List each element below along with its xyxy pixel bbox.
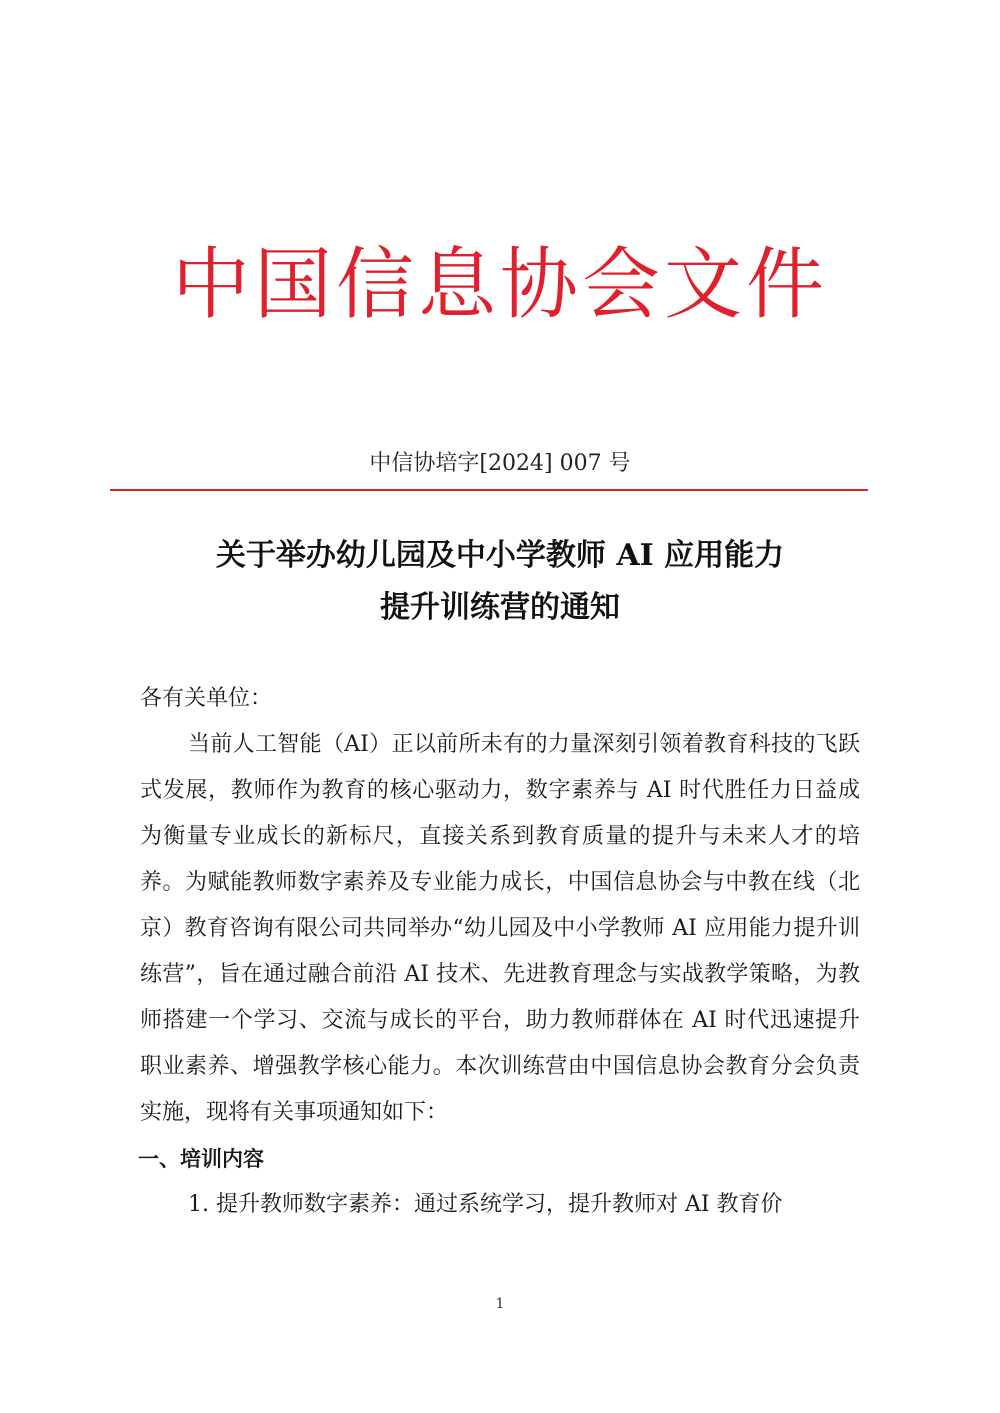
page-number: 1 [495,1296,505,1312]
document-number: 中信协培字[2024] 007 号 [369,451,631,476]
list-item-1: 1. 提升教师数字素养：通过系统学习，提升教师对 AI 教育价 [188,1192,783,1217]
red-divider [110,489,868,491]
notice-body [140,676,860,1228]
notice-title [80,530,920,634]
salutation: 各有关单位： [140,686,273,711]
notice-title-line-2: 提升训练营的通知 [380,590,620,625]
masthead-title: 中国信息协会文件 [171,240,828,330]
notice-title-line-1: 关于举办幼儿园及中小学教师 AI 应用能力 [215,538,785,573]
intro-paragraph: 当前人工智能（AI）正以前所未有的力量深刻引领着教育科技的飞跃式发展，教师作为教育的核心驱动力，数字素养与 AI 时代胜任力日益成为衡量专业成长的新标尺，直接关系到教育质量的提升与未来人才的培养。为赋能教师数字素养及专业能力成长，中国信息协会与中教在线（北京）教育咨询有限公司共同举办“幼儿园及中小学教师 AI 应用能力提升训练营”，旨在通过融合前沿 AI 技术、先进教育理念与实战教学策略，为教师搭建一个学习、交流与成长的平台，助力教师群体在 AI 时代迅速提升职业素养、增强教学核心能力。本次训练营由中国信息协会教育分会负责实施，现将有关事项通知如下： [140,732,860,1125]
section-heading-training-content: 一、培训内容 [138,1147,264,1171]
